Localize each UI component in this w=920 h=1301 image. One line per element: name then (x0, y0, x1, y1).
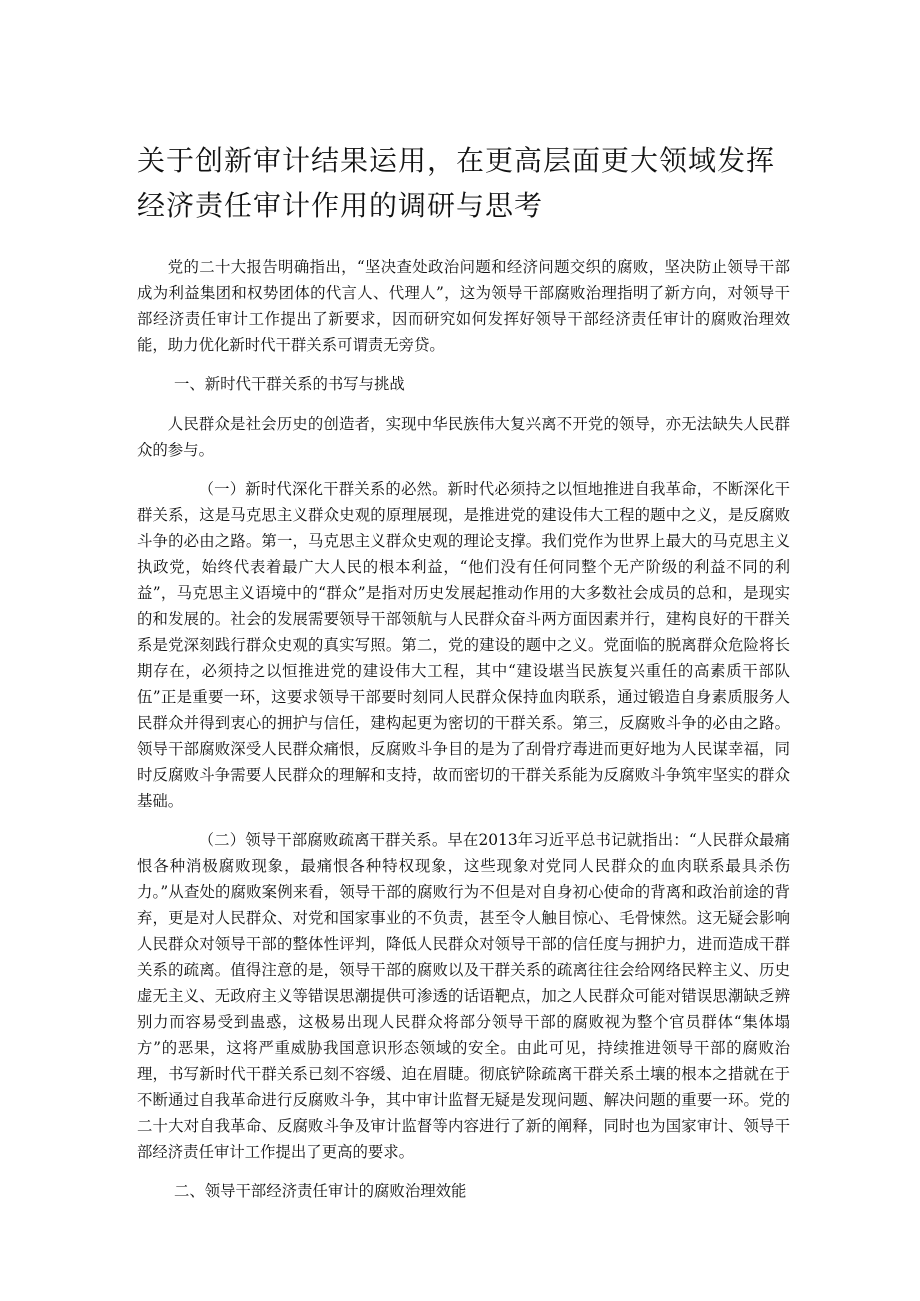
section-1-paragraph-2: （二）领导干部腐败疏离干群关系。早在2013年习近平总书记就指出：“人民群众最痛恨各种消极腐败现象，最痛恨各种特权现象，这些现象对党同人民群众的血肉联系最具杀伤力。”从查处的腐败案例来看，领导干部的腐败行为不但是对自身初心使命的背离和政治前途的背弃，更是对人民群众、对党和国家事业的不负责，甚至令人触目惊心、毛骨悚然。这无疑会影响人民群众对领导干部的整体性评判，降低人民群众对领导干部的信任度与拥护力，进而造成干群关系的疏离。值得注意的是，领导干部的腐败以及干群关系的疏离往往会给网络民粹主义、历史虚无主义、无政府主义等错误思潮提供可渗透的话语靶点，加之人民群众可能对错误思潮缺乏辨别力而容易受到蛊惑，这极易出现人民群众将部分领导干部的腐败视为整个官员群体“集体塌方”的恶果，这将严重威胁我国意识形态领域的安全。由此可见，持续推进领导干部的腐败治理，书写新时代干群关系已刻不容缓、迫在眉睫。彻底铲除疏离干群关系土壤的根本之措就在于不断通过自我革命进行反腐败斗争，其中审计监督无疑是发现问题、解决问题的重要一环。党的二十大对自我革命、反腐败斗争及审计监督等内容进行了新的阐释，同时也为国家审计、领导干部经济责任审计工作提出了更高的要求。 (137, 831, 790, 1161)
section-2-heading: 二、领导干部经济责任审计的腐败治理效能 (173, 1182, 467, 1200)
intro-paragraph: 党的二十大报告明确指出，“坚决查处政治问题和经济问题交织的腐败，坚决防止领导干部成为利益集团和权势团体的代言人、代理人”，这为领导干部腐败治理指明了新方向，对领导干部经济责任审计工作提出了新要求，因而研究如何发挥好领导干部经济责任审计的腐败治理效能，助力优化新时代干群关系可谓责无旁贷。 (137, 258, 790, 354)
section-1-heading: 一、新时代干群关系的书写与挑战 (173, 375, 405, 393)
section-1-paragraph-1: （一）新时代深化干群关系的必然。新时代必须持之以恒地推进自我革命，不断深化干群关系，这是马克思主义群众史观的原理展现，是推进党的建设伟大工程的题中之义，是反腐败斗争的必由之路。第一，马克思主义群众史观的理论支撑。我们党作为世界上最大的马克思主义执政党，始终代表着最广大人民的根本利益，“他们没有任何同整个无产阶级的利益不同的利益”，马克思主义语境中的“群众”是指对历史发展起推动作用的大多数社会成员的总和，是现实的和发展的。社会的发展需要领导干部领航与人民群众奋斗两方面因素并行，建构良好的干群关系是党深刻践行群众史观的真实写照。第二，党的建设的题中之义。党面临的脱离群众危险将长期存在，必须持之以恒推进党的建设伟大工程，其中“建设堪当民族复兴重任的高素质干部队伍”正是重要一环，这要求领导干部要时刻同人民群众保持血肉联系，通过锻造自身素质服务人民群众并得到衷心的拥护与信任，建构起更为密切的干群关系。第三，反腐败斗争的必由之路。领导干部腐败深受人民群众痛恨，反腐败斗争目的是为了刮骨疗毒进而更好地为人民谋幸福，同时反腐败斗争需要人民群众的理解和支持，故而密切的干群关系能为反腐败斗争筑牢坚实的群众基础。 (137, 480, 790, 810)
document-page (137, 138, 790, 1218)
section-1-intro-paragraph: 人民群众是社会历史的创造者，实现中华民族伟大复兴离不开党的领导，亦无法缺失人民群众的参与。 (137, 415, 790, 459)
document-title: 关于创新审计结果运用，在更高层面更大领域发挥经济责任审计作用的调研与思考 (137, 144, 776, 222)
